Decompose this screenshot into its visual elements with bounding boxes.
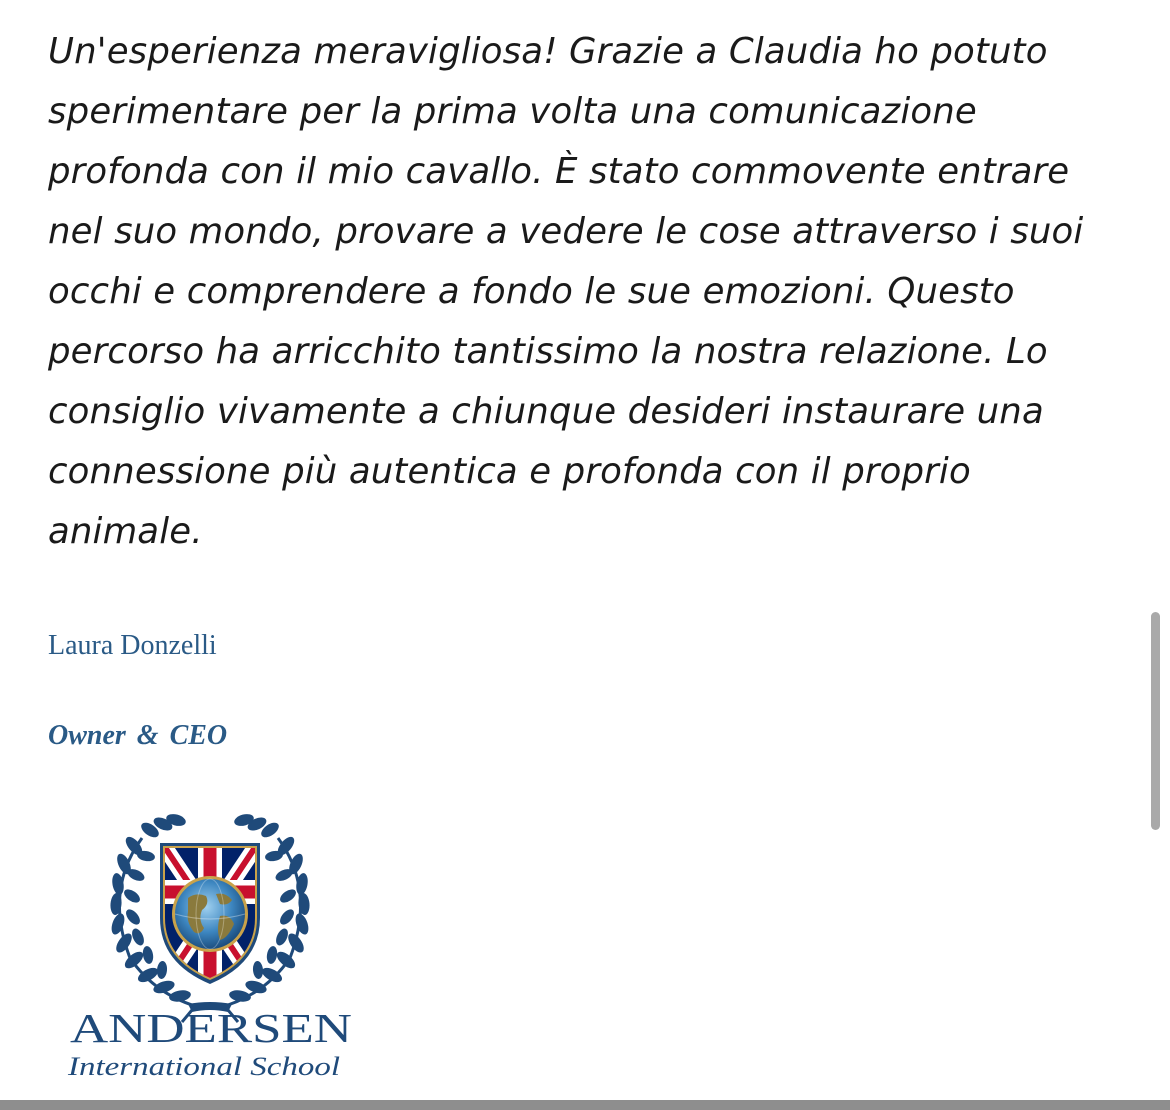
testimonial-line: consiglio vivamente a chiunque desideri instaurare una [48,391,1044,432]
bottom-divider [0,1100,1170,1110]
logo-wordmark: ANDERSEN [70,1005,352,1051]
signer-name: Laura Donzelli [48,630,217,661]
testimonial-line: sperimentare per la prima volta una comunicazione [48,91,977,132]
vertical-scrollbar[interactable] [1151,612,1160,830]
testimonial-line: Un'esperienza meravigliosa! Grazie a Claudia ho potuto [48,31,1048,72]
testimonial-line: connessione più autentica e profonda con il proprio [48,451,971,492]
testimonial-line: nel suo mondo, provare a vedere le cose attraverso i suoi [48,211,1084,252]
testimonial-line: profonda con il mio cavallo. È stato commovente entrare [48,151,1070,192]
signer-role: Owner & CEO [48,720,228,751]
testimonial-line: percorso ha arricchito tantissimo la nostra relazione. Lo [48,331,1048,372]
testimonial-text [48,22,1128,562]
testimonial-line: animale. [48,511,203,552]
andersen-school-logo [60,800,360,1085]
globe-icon [172,876,248,952]
testimonial-line: occhi e comprendere a fondo le sue emozioni. Questo [48,271,1015,312]
logo-tagline: International School [66,1052,340,1081]
